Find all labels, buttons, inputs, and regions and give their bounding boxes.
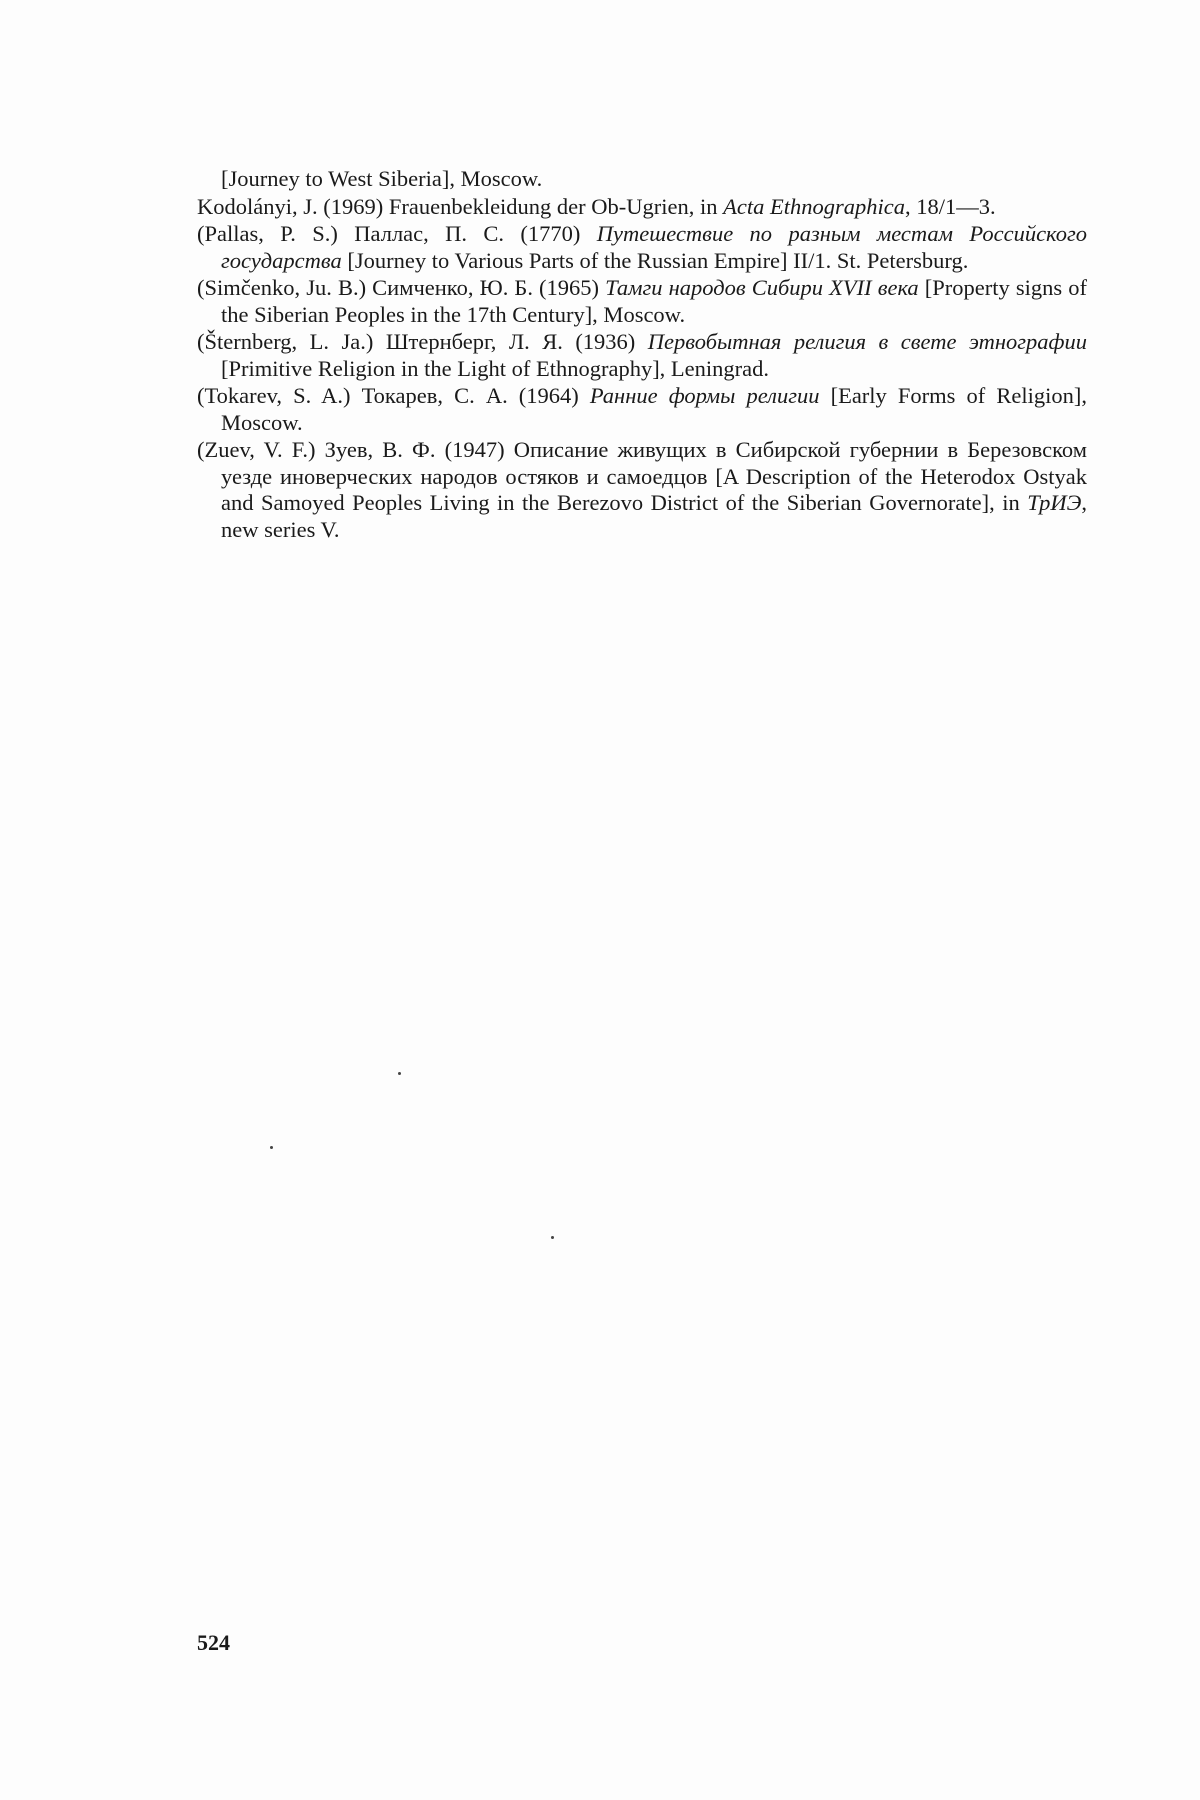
reference-entry xyxy=(197,383,1087,436)
reference-text: (Tokarev, S. A.) Токарев, С. А. (1964) xyxy=(197,383,590,408)
reference-title: Тамги народов Сибири XVII века xyxy=(605,275,919,300)
reference-text: (Šternberg, L. Ja.) Штернберг, Л. Я. (1936) xyxy=(197,329,648,354)
reference-text: Kodolányi, J. (1969) Frauenbekleidung der Ob-Ugrien, in xyxy=(197,193,724,219)
reference-text: (Pallas, P. S.) Паллас, П. С. (1770) xyxy=(197,221,597,246)
reference-title: ТрИЭ xyxy=(1027,490,1082,515)
reference-list xyxy=(197,166,1087,544)
scan-speck xyxy=(551,1236,554,1239)
reference-text: , 18/1—3. xyxy=(905,193,996,219)
reference-title: Ранние формы религии xyxy=(589,383,820,408)
scan-speck xyxy=(270,1146,273,1149)
page-number: 524 xyxy=(197,1630,230,1655)
reference-text: [Early Forms of Religion], Moscow. xyxy=(221,383,1087,435)
reference-text: [Journey to West Siberia], Moscow. xyxy=(221,166,543,191)
reference-entry xyxy=(197,194,1087,221)
reference-text: [Property signs of the Siberian Peoples in the 17th Century], Moscow. xyxy=(221,275,1087,327)
reference-title: Путешествие по разным местам Российского государства xyxy=(221,221,1087,273)
reference-title: Первобытная религия в свете этнографии xyxy=(647,329,1087,354)
reference-entry xyxy=(197,437,1087,543)
reference-text: [Primitive Religion in the Light of Ethnography], Leningrad. xyxy=(221,355,770,381)
reference-entry xyxy=(197,329,1087,382)
reference-title: Acta Ethnographica xyxy=(723,193,905,219)
reference-entry xyxy=(197,221,1087,274)
reference-entry xyxy=(197,275,1087,328)
reference-text: (Zuev, V. F.) Зуев, В. Ф. (1947) Описание живущих в Сибирской губернии в Березовском уезде иноверческих народов остяков и самоедцов [A Description of the Heterodox Ostyak and Samoyed Peoples Living in the Berezovo District of the Siberian Governorate], in xyxy=(197,437,1087,515)
scan-speck xyxy=(398,1072,401,1075)
reference-entry xyxy=(197,166,1087,193)
reference-text: [Journey to Various Parts of the Russian Empire] II/1. St. Petersburg. xyxy=(341,247,969,273)
reference-text: (Simčenko, Ju. B.) Симченко, Ю. Б. (1965) xyxy=(197,275,606,300)
reference-text: , new series V. xyxy=(221,490,1087,542)
